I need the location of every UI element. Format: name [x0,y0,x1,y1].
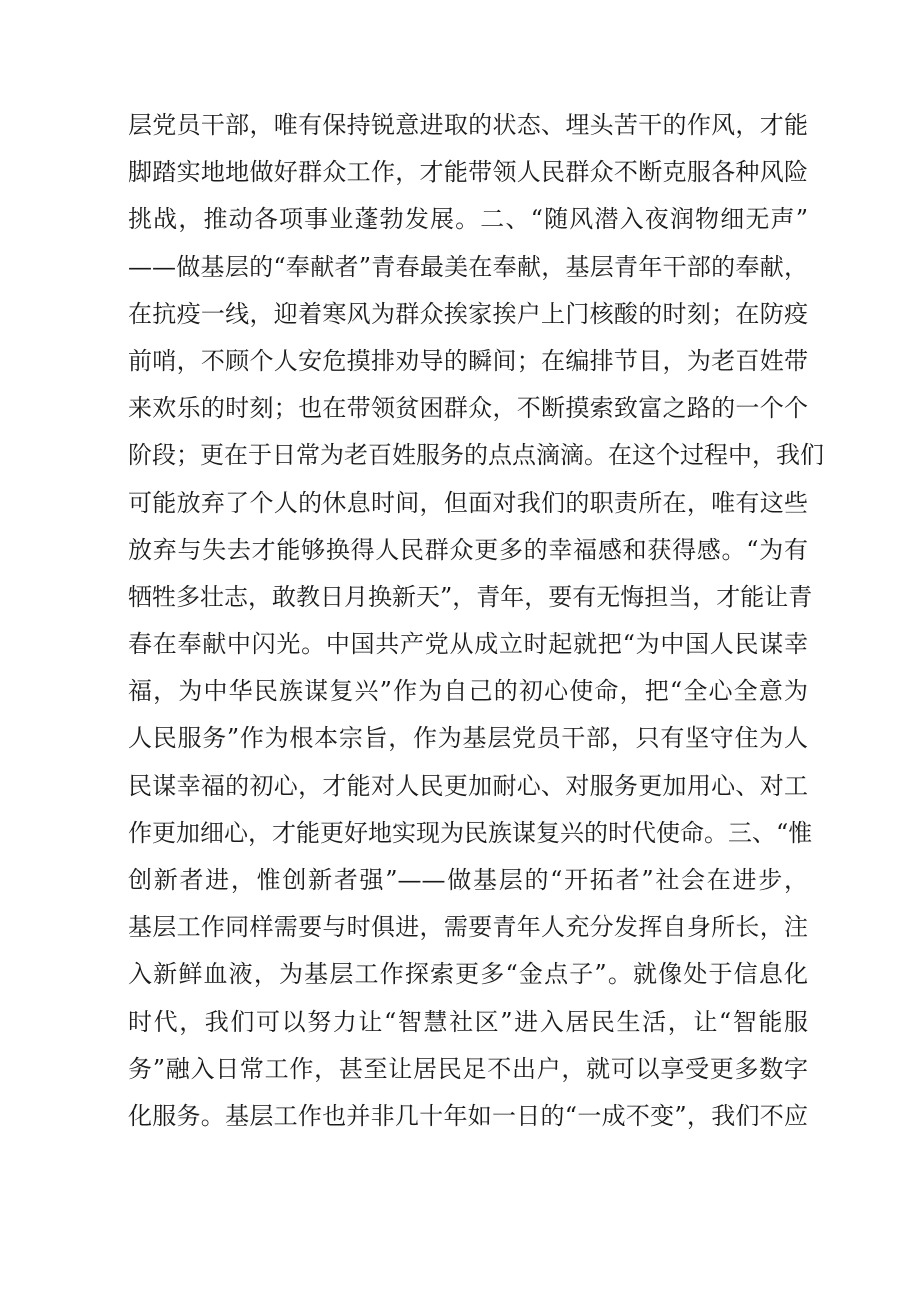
text-line: 务”融入日常工作，甚至让居民足不出户，就可以享受更多数字 [128,1054,808,1083]
text-line: 创新者进，惟创新者强”——做基层的“开拓者”社会在进步， [128,866,808,894]
text-line: 放弃与失去才能够换得人民群众更多的幸福感和获得感。“为有 [128,535,808,564]
text-line: 入新鲜血液，为基层工作探索更多“金点子”。就像处于信息化 [128,960,808,989]
text-line: 来欢乐的时刻；也在带领贫困群众，不断摸索致富之路的一个个 [128,394,808,423]
text-line: 脚踏实地地做好群众工作，才能带领人民群众不断克服各种风险 [128,158,808,187]
text-line: ——做基层的“奉献者”青春最美在奉献，基层青年干部的奉献， [128,252,808,281]
text-line: 挑战，推动各项事业蓬勃发展。二、“随风潜入夜润物细无声” [128,205,808,234]
text-line: 人民服务”作为根本宗旨，作为基层党员干部，只有坚守住为人 [128,724,808,753]
text-line: 春在奉献中闪光。中国共产党从成立时起就把“为中国人民谋幸 [128,630,808,659]
text-line: 时代，我们可以努力让“智慧社区”进入居民生活，让“智能服 [128,1007,808,1036]
text-line: 在抗疫一线，迎着寒风为群众挨家挨户上门核酸的时刻；在防疫 [128,299,808,328]
text-line: 可能放弃了个人的休息时间，但面对我们的职责所在，唯有这些 [128,488,808,517]
text-line: 基层工作同样需要与时俱进，需要青年人充分发挥自身所长，注 [128,913,808,942]
text-line: 化服务。基层工作也并非几十年如一日的“一成不变”，我们不应 [128,1101,808,1130]
text-line: 福，为中华民族谋复兴”作为自己的初心使命，把“全心全意为 [128,677,808,706]
text-line: 民谋幸福的初心，才能对人民更加耐心、对服务更加用心、对工 [128,771,808,800]
text-line: 作更加细心，才能更好地实现为民族谋复兴的时代使命。三、“惟 [128,818,813,847]
body-text [128,102,824,1140]
text-line: 阶段；更在于日常为老百姓服务的点点滴滴。在这个过程中，我们 [128,441,824,470]
text-line: 前哨，不顾个人安危摸排劝导的瞬间；在编排节目，为老百姓带 [128,346,808,375]
text-line: 牺牲多壮志，敢教日月换新天”，青年，要有无悔担当，才能让青 [128,582,813,611]
text-line: 层党员干部，唯有保持锐意进取的状态、埋头苦干的作风，才能 [128,111,808,139]
